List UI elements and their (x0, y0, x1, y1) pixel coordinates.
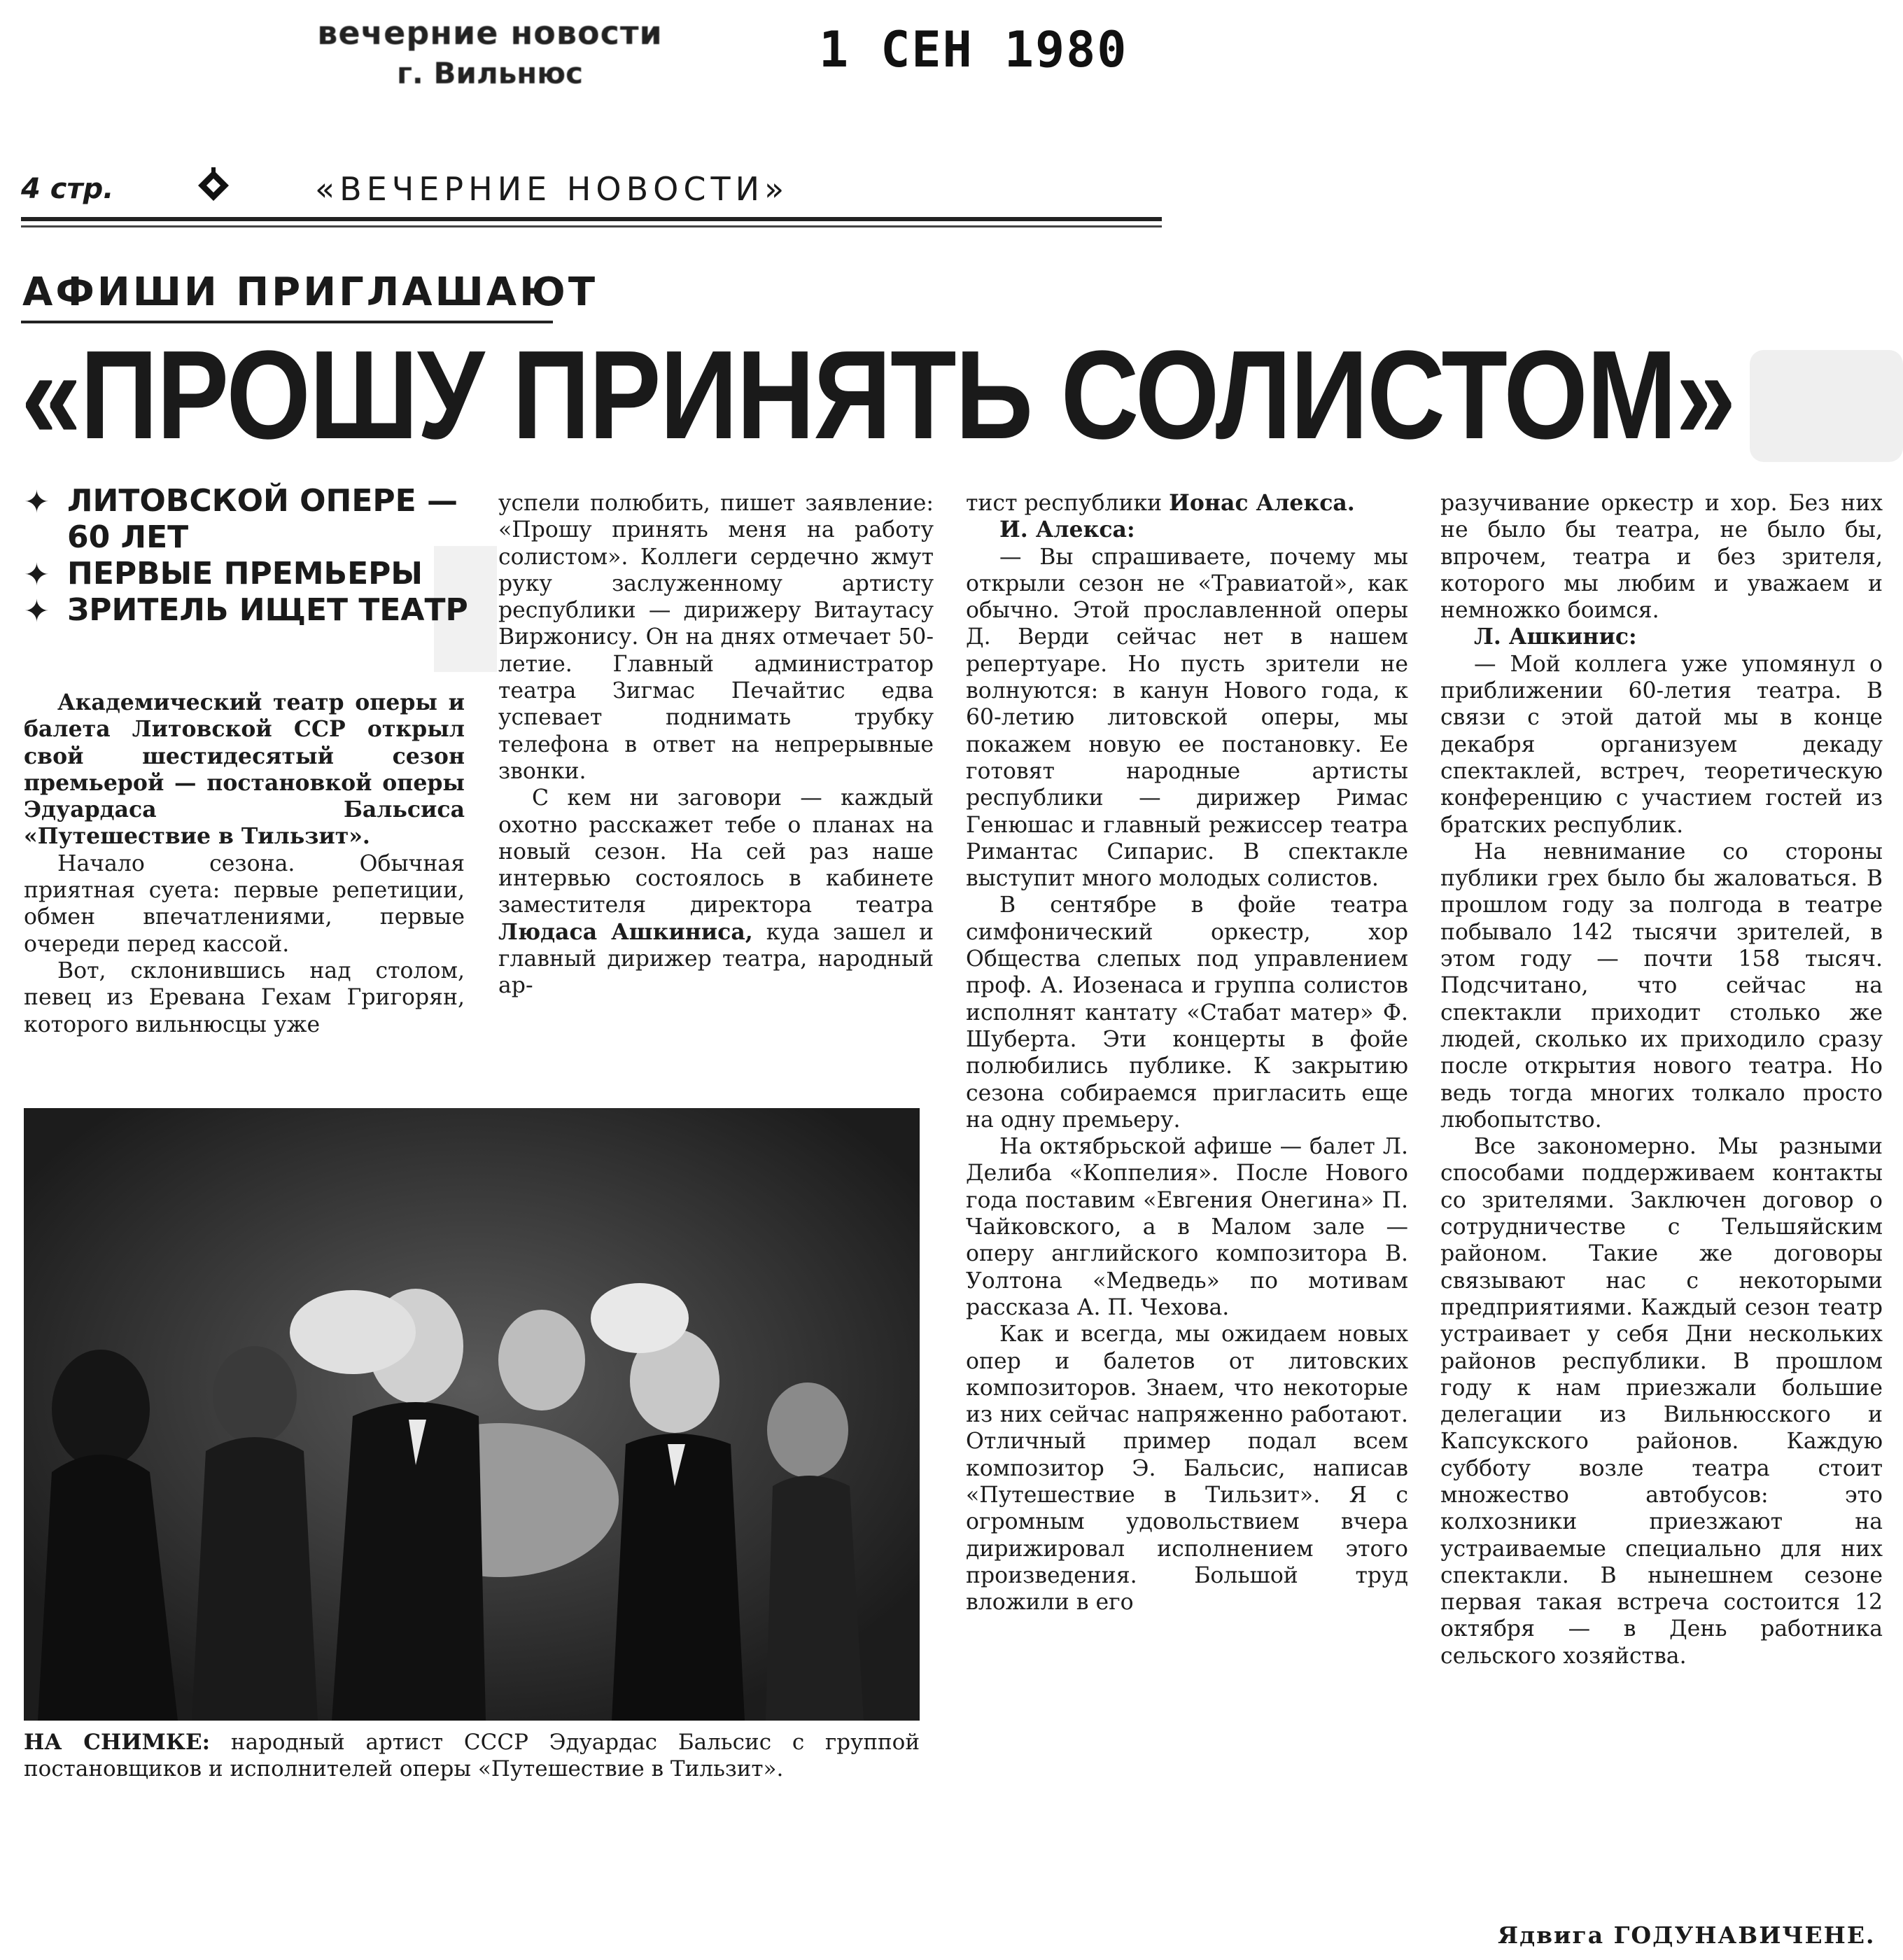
paragraph-text: С кем ни заговори — каждый охотно расскажет тебе о планах на новый сезон. На сей раз наше интервью состоялось в кабинете заместителя директора театра (498, 785, 934, 918)
text-column-3 (966, 490, 1408, 1616)
newspaper-name: «ВЕЧЕРНИЕ НОВОСТИ» (315, 170, 789, 208)
lead-paragraph: Академический театр оперы и балета Литовской ССР открыл свой шестидесятый сезон премьерой — постановкой оперы Эдуардаса Бальсиса «Путешествие в Тильзит». (24, 690, 465, 850)
paragraph: Вот, склонившись над столом, певец из Еревана Гехам Григорян, которого вильнюсцы уже (24, 958, 465, 1037)
paragraph: На октябрьской афише — балет Л. Делиба «Коппелия». После Нового года поставим «Евгения Онегина» П. Чайковского, а в Малом зале — оперу английского композитора В. Уолтона «Медведь» по мотивам рассказа А. П. Чехова. (966, 1134, 1408, 1320)
speaker-label: Л. Ашкинис: (1474, 624, 1637, 650)
date-stamp: 1 СЕН 1980 (819, 21, 1128, 78)
rubric-underline (21, 321, 553, 323)
page-number: 4 стр. (21, 173, 114, 205)
four-point-star-icon: ✦ (24, 594, 50, 629)
person-name: Людаса Ашкиниса, (498, 918, 753, 945)
paragraph (498, 785, 934, 999)
page-header (21, 158, 1162, 220)
paragraph-text: куда зашел и главный дирижер театра, народный ар- (498, 919, 934, 999)
subheads (24, 483, 472, 629)
paragraph-text: тист республики (966, 491, 1170, 516)
paragraph: — Мой коллега уже упомянул о приближении 60-летия театра. В связи с этой датой мы в конце декабря организуем декаду спектаклей, встреч, теоретическую конференцию с участием гостей из братских республик. (1440, 651, 1883, 838)
text-column-2 (498, 490, 934, 1000)
stamp-newspaper: вечерние новости (317, 14, 663, 52)
subhead-text: ЛИТОВСКОЙ ОПЕРЕ — 60 ЛЕТ (67, 483, 458, 555)
speaker-label: И. Алекса: (999, 517, 1135, 543)
paragraph: Все закономерно. Мы разными способами поддерживаем контакты со зрителями. Заключен договор о сотрудничестве с Тельшяйским районом. Такие же договоры связывают нас с некоторыми предприятиями. Каждый сезон театр устраивает у себя Дни нескольких районов республики. В прошлом году к нам приезжали большие делегации из Вильнюсского и Капсукского районов. Каждую субботу возле театра стоит множество автобусов: это колхозники приезжают на устраиваемые специально для них спектакли. В нынешнем сезоне первая такая встреча состоится 12 октября — в День работника сельского хозяйства. (1440, 1134, 1883, 1669)
paragraph: На невнимание со стороны публики грех было бы жаловаться. В прошлом году за полгода в театре побывало 142 тысячи зрителей, в этом году — почти 158 тысяч. Подсчитано, что сейчас на спектакли приходит столько же людей, сколько их приходило сразу после открытия нового театра. Но ведь тогда многих толкало просто любопытство. (1440, 839, 1883, 1133)
paragraph: — Вы спрашиваете, почему мы открыли сезон не «Травиатой», как обычно. Этой прославленной оперы Д. Верди сейчас нет в нашем репертуаре. Но пусть зрители не волнуются: в канун Нового года, к 60-летию литовской оперы, мы покажем новую ее постановку. Ее готовят народные артисты республики — дирижер Римас Генюшас и главный режиссер театра Римантас Сипарис. В спектакле выступит много молодых солистов. (966, 544, 1408, 892)
caption-text: народный артист СССР Эдуардас Бальсис с группой постановщиков и исполнителей оперы «Путешествие в Тильзит». (24, 1730, 920, 1782)
clipping-stamp (294, 14, 686, 90)
subhead-text: ПЕРВЫЕ ПРЕМЬЕРЫ (67, 556, 423, 592)
bleed-through-shadow (1750, 350, 1903, 462)
newspaper-logo-icon (192, 164, 234, 206)
header-rule-thin (21, 225, 1162, 227)
subhead-item (24, 592, 472, 629)
paragraph: разучивание оркестр и хор. Без них не было бы театра, не было бы, впрочем, театра и без зрителя, которого мы любим и уважаем и немножко боимся. (1440, 491, 1883, 624)
subhead-text: ЗРИТЕЛЬ ИЩЕТ ТЕАТР (67, 592, 468, 628)
person-name: Ионас Алекса. (1169, 490, 1355, 516)
text-column-1 (24, 690, 465, 1038)
caption-lead: НА СНИМКЕ: (24, 1730, 211, 1755)
four-point-star-icon: ✦ (24, 557, 50, 593)
photo-caption (24, 1729, 920, 1782)
paragraph: В сентябре в фойе театра симфонический оркестр, хор Общества слепых под управлением проф. А. Иозенаса и группа солистов исполнят кантату «Стабат матер» Ф. Шуберта. Эти концерты в фойе полюбились публике. К закрытию сезона собираемся пригласить еще на одну премьеру. (966, 892, 1408, 1133)
subhead-item (24, 483, 472, 556)
stamp-city: г. Вильнюс (396, 56, 584, 90)
paragraph (966, 490, 1408, 517)
paragraph: Как и всегда, мы ожидаем новых опер и балетов от литовских композиторов. Знаем, что некоторые из них сейчас напряженно работают. Отличный пример подал всем композитор Э. Бальсис, написав «Путешествие в Тильзит». Я с огромным удовольствием вчера дирижировал исполнением этого произведения. Большой труд вложили в его (966, 1322, 1408, 1616)
author-signature: Ядвига ГОДУНАВИЧЕНЕ. (1498, 1921, 1876, 1949)
four-point-star-icon: ✦ (24, 484, 50, 520)
text-column-4 (1440, 490, 1883, 1670)
paragraph: Начало сезона. Обычная приятная суета: первые репетиции, обмен впечатлениями, первые очереди перед кассой. (24, 850, 465, 957)
paragraph: успели полюбить, пишет заявление: «Прошу принять меня на работу солистом». Коллеги сердечно жмут руку заслуженному артисту республики — дирижеру Витаутасу Виржонису. Он на днях отмечает 50-летие. Главный администратор театра Зигмас Печайтис едва успевает поднимать трубку телефона в ответ на непрерывные звонки. (498, 491, 934, 784)
article-photo (24, 1108, 920, 1721)
rubric: АФИШИ ПРИГЛАШАЮТ (22, 270, 598, 315)
subhead-item (24, 556, 472, 592)
article-headline: «ПРОШУ ПРИНЯТЬ СОЛИСТОМ» (21, 325, 1735, 465)
header-rule (21, 217, 1162, 221)
photo-illustration (24, 1108, 920, 1721)
